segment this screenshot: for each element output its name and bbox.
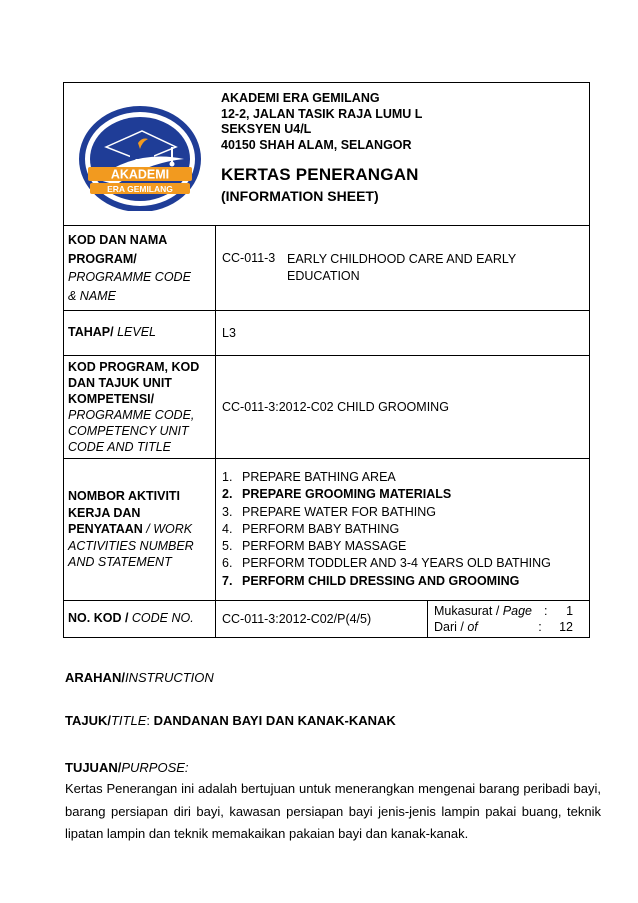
- code-label: NO. KOD /: [68, 611, 129, 626]
- programme-label: PROGRAM/: [68, 251, 137, 266]
- document-subtitle: (INFORMATION SHEET): [221, 188, 379, 204]
- code-value-cell: [216, 601, 428, 638]
- address-line: 40150 SHAH ALAM, SELANGOR: [221, 137, 412, 152]
- activity-item: 1. PREPARE BATHING AREA: [222, 469, 396, 484]
- level-label-cell: [64, 311, 216, 356]
- activities-label-english: ACTIVITIES NUMBER: [68, 538, 194, 553]
- programme-code: CC-011-3: [222, 251, 276, 265]
- programme-label: KOD DAN NAMA: [68, 233, 168, 247]
- competency-label: KOD PROGRAM, KOD: [68, 360, 200, 374]
- address-line: 12-2, JALAN TASIK RAJA LUMU L: [221, 106, 423, 121]
- level-label-english: LEVEL: [113, 325, 156, 340]
- programme-label-cell: [64, 226, 216, 311]
- purpose-paragraph: Kertas Penerangan ini adalah bertujuan untuk menerangkan mengenai barang peribadi bayi, barang persiapan diri bayi, kawasan persiapan bayi jenis-jenis lampin pakai buang, teknik lipatan lampin dan teknik memakaikan pakaian bayi dan kanak-kanak.: [65, 781, 601, 841]
- header-text-block: [221, 91, 422, 205]
- activity-item: 2. PREPARE GROOMING MATERIALS: [222, 487, 452, 502]
- competency-value-cell: [216, 356, 590, 459]
- instruction-heading: ARAHAN/INSTRUCTION: [65, 670, 214, 685]
- activities-label: NOMBOR AKTIVITI: [68, 489, 181, 504]
- address-line: SEKSYEN U4/L: [221, 122, 312, 136]
- activity-item: 7. PERFORM CHILD DRESSING AND GROOMING: [222, 573, 520, 588]
- activities-label-english: / WORK: [142, 522, 193, 537]
- purpose-heading: TUJUAN/PURPOSE:: [65, 760, 189, 775]
- logo-text-era-gemilang: ERA GEMILANG: [107, 184, 173, 194]
- page-total: 12: [559, 620, 573, 634]
- level-label: TAHAP/: [68, 325, 114, 340]
- activities-value-cell: [216, 459, 590, 601]
- activities-label: PENYATAAN: [68, 522, 143, 537]
- page-number-line: Mukasurat / Page : 1: [434, 603, 583, 619]
- activities-label: KERJA DAN: [68, 505, 141, 520]
- logo-text-akademi: AKADEMI: [110, 167, 170, 182]
- level-value: L3: [222, 326, 236, 340]
- programme-label-english: & NAME: [68, 288, 116, 303]
- activities-list: [222, 469, 583, 590]
- page-number-cell: [428, 601, 590, 638]
- activity-item: 6. PERFORM TODDLER AND 3-4 YEARS OLD BATHING: [222, 556, 551, 571]
- programme-label-english: PROGRAMME CODE: [68, 270, 191, 284]
- competency-label: DAN TAJUK UNIT: [68, 376, 172, 390]
- document-header-table: [63, 82, 590, 638]
- competency-label: KOMPETENSI/: [68, 392, 155, 406]
- topic-value: DANDANAN BAYI DAN KANAK-KANAK: [153, 713, 396, 728]
- competency-label-english: CODE AND TITLE: [68, 440, 172, 454]
- page-total-line: Dari / of : 12: [434, 619, 583, 635]
- address-line: AKADEMI ERA GEMILANG: [221, 91, 380, 105]
- programme-value-cell: [216, 226, 590, 311]
- code-label-cell: [64, 601, 216, 638]
- activities-label-cell: [64, 459, 216, 601]
- programme-name: EARLY CHILDHOOD CARE AND EARLY: [287, 252, 517, 266]
- akademi-logo: [76, 101, 204, 211]
- competency-label-english: PROGRAMME CODE,: [68, 408, 195, 422]
- header-cell: [64, 83, 590, 226]
- competency-label-english: COMPETENCY UNIT: [68, 424, 189, 438]
- page-number: 1: [566, 604, 574, 618]
- programme-name: EDUCATION: [287, 269, 360, 283]
- activity-item: 5. PERFORM BABY MASSAGE: [222, 539, 407, 554]
- activity-item: 4. PERFORM BABY BATHING: [222, 521, 400, 536]
- activities-label-english: AND STATEMENT: [68, 555, 172, 570]
- document-title: KERTAS PENERANGAN: [221, 165, 419, 184]
- competency-label-cell: [64, 356, 216, 459]
- level-value-cell: [216, 311, 590, 356]
- code-label-english: CODE NO.: [128, 611, 194, 626]
- topic-line: TAJUK/TITLE: DANDANAN BAYI DAN KANAK-KANAK: [65, 713, 396, 728]
- code-value: CC-011-3:2012-C02/P(4/5): [222, 612, 372, 626]
- activity-item: 3. PREPARE WATER FOR BATHING: [222, 504, 436, 519]
- competency-value: CC-011-3:2012-C02 CHILD GROOMING: [222, 400, 449, 414]
